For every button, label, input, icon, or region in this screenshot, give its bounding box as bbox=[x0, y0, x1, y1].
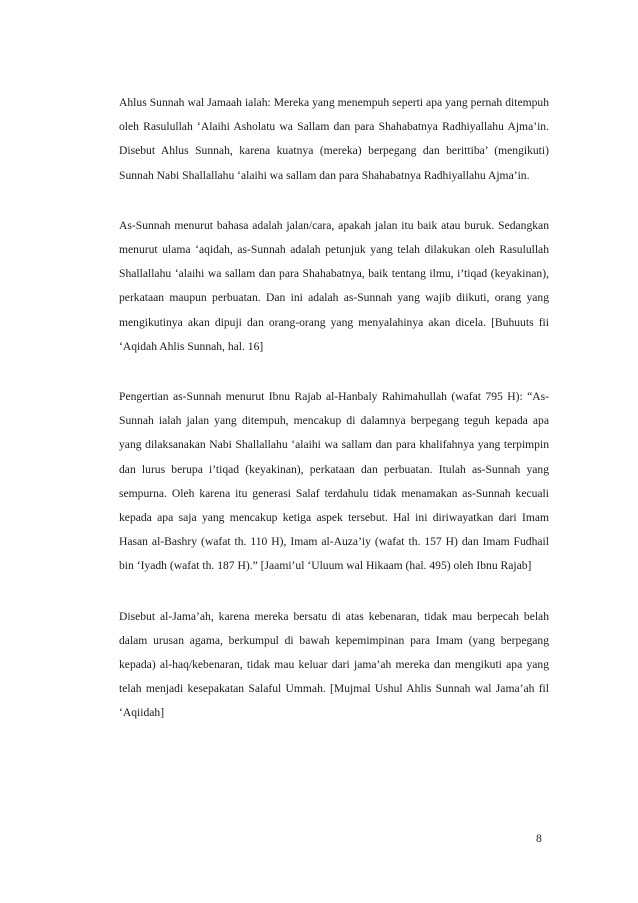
paragraph-ahlus-sunnah-definition: Ahlus Sunnah wal Jamaah ialah: Mereka yang menempuh seperti apa yang pernah ditempuh oleh Rasulullah ‘Alaihi Asholatu wa Sallam dan para Shahabatnya Radhiyallahu Ajma’in. Disebut Ahlus Sunnah, karena kuatnya (mereka) berpegang dan berittiba’ (mengikuti) Sunnah Nabi Shallallahu ‘alaihi wa sallam dan para Shahabatnya Radhiyallahu Ajma’in. bbox=[119, 96, 549, 182]
page-number: 8 bbox=[536, 832, 542, 845]
paragraph-ibnu-rajab-definition: Pengertian as-Sunnah menurut Ibnu Rajab al-Hanbaly Rahimahullah (wafat 795 H): “As-Sunnah ialah jalan yang ditempuh, mencakup di dalamnya berpegang teguh kepada apa yang dilaksanakan Nabi Shallallahu ‘alaihi wa sallam dan para khalifahnya yang terpimpin dan lurus berupa i’tiqad (keyakinan), perkataan dan perbuatan. Itulah as-Sunnah yang sempurna. Oleh karena itu generasi Salaf terdahulu tidak menamakan as-Sunnah kecuali kepada apa saja yang mencakup ketiga aspek tersebut. Hal ini diriwayatkan dari Imam Hasan al-Bashry (wafat th. 110 H), Imam al-Auza’iy (wafat th. 157 H) dan Imam Fudhail bin ‘Iyadh (wafat th. 187 H).” [Jaami’ul ‘Uluum wal Hikaam (hal. 495) oleh Ibnu Rajab] bbox=[119, 390, 549, 573]
document-body bbox=[119, 91, 549, 752]
paragraph-al-jamaah-definition: Disebut al-Jama’ah, karena mereka bersatu di atas kebenaran, tidak mau berpecah belah dalam urusan agama, berkumpul di bawah kepemimpinan para Imam (yang berpegang kepada) al-haq/kebenaran, tidak mau keluar dari jama’ah mereka dan mengikuti apa yang telah menjadi kesepakatan Salaful Ummah. [Mujmal Ushul Ahlis Sunnah wal Jama’ah fil ‘Aqiidah] bbox=[119, 609, 549, 720]
paragraph-as-sunnah-language-meaning: As-Sunnah menurut bahasa adalah jalan/cara, apakah jalan itu baik atau buruk. Sedangkan menurut ulama ‘aqidah, as-Sunnah adalah petunjuk yang telah dilakukan oleh Rasulullah Shallallahu ‘alaihi wa sallam dan para Shahabatnya, baik tentang ilmu, i’tiqad (keyakinan), perkataan maupun perbuatan. Dan ini adalah as-Sunnah yang wajib diikuti, orang yang mengikutinya akan dipuji dan orang-orang yang menyalahinya akan dicela. [Buhuuts fii ‘Aqidah Ahlis Sunnah, hal. 16] bbox=[119, 218, 549, 353]
